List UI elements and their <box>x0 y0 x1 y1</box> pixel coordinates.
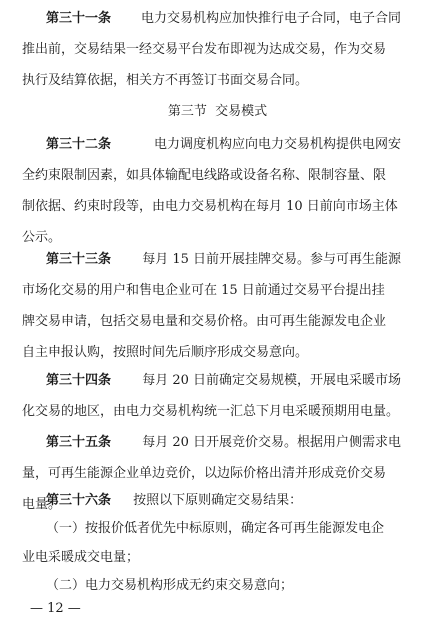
article-label: 第三十六条 <box>46 493 112 508</box>
section-heading-text: 第三节 交易模式 <box>167 104 268 119</box>
article-text-line <box>0 227 435 249</box>
section-heading <box>0 101 435 123</box>
article-text-line <box>0 165 435 187</box>
article-35-line-1 <box>0 432 435 454</box>
article-text-line <box>0 196 435 218</box>
article-33-line-1 <box>0 249 435 271</box>
article-34-line-1 <box>0 370 435 392</box>
list-item-text: 业电采暖成交电量； <box>22 550 140 565</box>
article-text: 电力调度机构应向电力交易机构提供电网安 <box>153 137 401 152</box>
article-text: 电量。 <box>22 497 62 512</box>
list-item-1-line-2 <box>0 547 435 569</box>
article-label: 第三十四条 <box>46 373 112 388</box>
article-text: 每月 20 日前确定交易规模，开展电采暖市场 <box>142 373 401 388</box>
article-text-line <box>0 401 435 423</box>
article-label: 第三十一条 <box>46 11 112 26</box>
page-number-text: — 12 — <box>30 601 81 616</box>
article-text: 推出前，交易结果一经交易平台发布即视为达成交易，作为交易 <box>22 42 387 57</box>
article-label: 第三十三条 <box>46 252 112 267</box>
article-text: 公示。 <box>22 230 62 245</box>
article-text-line <box>0 342 435 364</box>
article-32-line-1 <box>0 134 435 156</box>
article-31-line-1 <box>0 8 435 30</box>
article-text-line <box>0 311 435 333</box>
article-text-line <box>0 280 435 302</box>
article-text: 执行及结算依据，相关方不再签订书面交易合同。 <box>22 73 309 88</box>
article-text: 制依据、约束时段等，由电力交易机构在每月 10 日前向市场主体 <box>22 199 398 214</box>
article-text-line <box>0 70 435 92</box>
article-text: 全约束限制因素，如具体输配电线路或设备名称、限制容量、限 <box>22 168 387 183</box>
article-text: 按照以下原则确定交易结果： <box>133 493 303 508</box>
list-item-text: （一）按报价低者优先中标原则，确定各可再生能源发电企 <box>46 521 385 536</box>
article-label: 第三十五条 <box>46 435 112 450</box>
article-label: 第三十二条 <box>46 137 112 152</box>
list-item-1-line-1 <box>0 518 435 540</box>
article-text: 量，可再生能源企业单边竞价，以边际价格出清并形成竞价交易 <box>22 466 387 481</box>
article-text: 电力交易机构应加快推行电子合同，电子合同 <box>140 11 401 26</box>
article-text: 化交易的地区，由电力交易机构统一汇总下月电采暖预期用电量。 <box>22 404 400 419</box>
article-text: 自主申报认购，按照时间先后顺序形成交易意向。 <box>22 345 309 360</box>
article-text: 每月 15 日前开展挂牌交易。参与可再生能源 <box>142 252 401 267</box>
article-36-line-1 <box>0 490 435 512</box>
article-text: 牌交易申请，包括交易电量和交易价格。由可再生能源发电企业 <box>22 314 387 329</box>
page-number <box>0 598 435 620</box>
list-item-text: （二）电力交易机构形成无约束交易意向； <box>46 578 294 593</box>
list-item-2-line-1 <box>0 575 435 597</box>
article-text: 市场化交易的用户和售电企业可在 15 日前通过交易平台提出挂 <box>22 283 385 298</box>
article-text: 每月 20 日开展竞价交易。根据用户侧需求电 <box>142 435 401 450</box>
article-text-line <box>0 463 435 485</box>
article-text-line <box>0 39 435 61</box>
